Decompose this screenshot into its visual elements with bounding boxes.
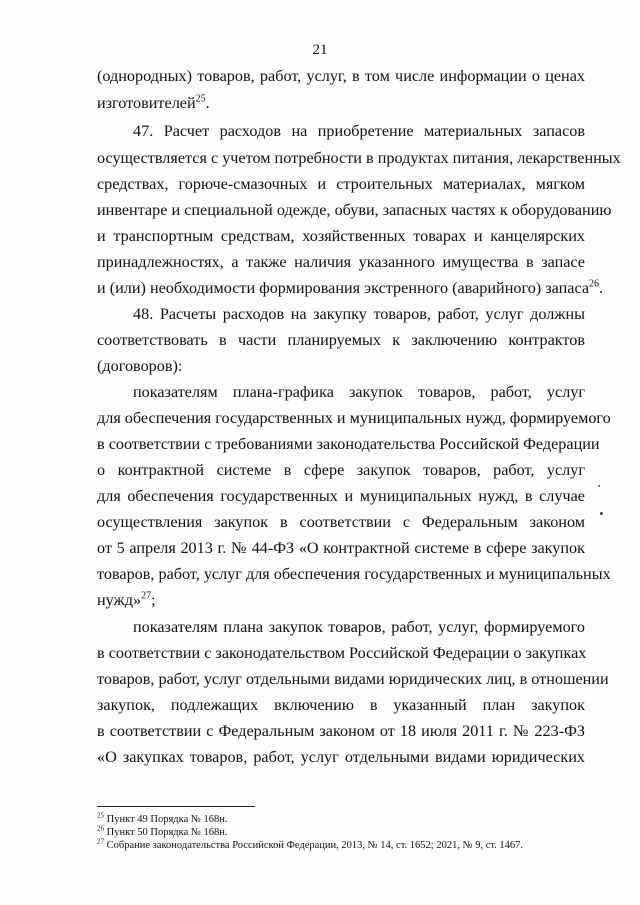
scan-speck <box>600 512 603 515</box>
text-line: товаров, работ, услуг для обеспечения государственных и муниципальных <box>97 565 611 583</box>
text-line: для обеспечения государственных и муниципальных нужд, формируемого <box>97 409 611 427</box>
text-line: нужд»$^{27}$; <box>97 590 156 609</box>
footnote-ref[interactable]: 25 <box>195 93 206 105</box>
footnote-26: $^{26}$ Пункт 50 Порядка № 168н. <box>97 824 228 838</box>
text-line: средствах, горюче-смазочных и строительных материалах, мягком <box>97 175 585 193</box>
text-line: от 5 апреля 2013 г. № 44-ФЗ «О контрактной системе в сфере закупок <box>97 539 585 557</box>
text-line: (однородных) товаров, работ, услуг, в том числе информации о ценах <box>97 67 585 85</box>
text-line: осуществляется с учетом потребности в продуктах питания, лекарственных <box>97 149 621 167</box>
text-line: осуществления закупок в соответствии с Федеральным законом <box>97 513 585 531</box>
footnote-divider <box>97 806 255 807</box>
footnote-ref[interactable]: 26 <box>589 278 600 290</box>
footnote-ref[interactable]: 27 <box>141 590 152 602</box>
text-line: для обеспечения государственных и муниципальных нужд, в случае <box>97 487 585 505</box>
paragraph-47-start: 47. Расчет расходов на приобретение материальных запасов <box>133 122 585 140</box>
text-line: и транспортным средствам, хозяйственных товарах и канцелярских <box>97 227 585 245</box>
text-line: (договоров): <box>97 357 183 375</box>
footnote-27: $^{27}$ Собрание законодательства Российской Федерации, 2013, № 14, ст. 1652; 2021, № 9, ст. 1467. <box>97 837 524 851</box>
text-line: в соответствии с требованиями законодательства Российской Федерации <box>97 435 600 453</box>
paragraph-48-start: 48. Расчеты расходов на закупку товаров, работ, услуг должны <box>133 305 585 323</box>
text-line: закупок, подлежащих включению в указанный план закупок <box>97 696 585 714</box>
text-line: о контрактной системе в сфере закупок товаров, работ, услуг <box>97 461 585 479</box>
scan-speck <box>598 485 600 487</box>
list-item-start: показателям плана-графика закупок товаров, работ, услуг <box>133 383 585 401</box>
list-item-start: показателям плана закупок товаров, работ, услуг, формируемого <box>133 618 585 636</box>
text-line: в соответствии с Федеральным законом от 18 июля 2011 г. № 223-ФЗ <box>97 722 585 740</box>
text-line: «О закупках товаров, работ, услуг отдельными видами юридических <box>97 748 585 766</box>
text-line: товаров, работ, услуг отдельными видами юридических лиц, в отношении <box>97 670 609 688</box>
text-line: и (или) необходимости формирования экстренного (аварийного) запаса$^{26}$. <box>97 278 604 297</box>
text-line: инвентаре и специальной одежде, обуви, запасных частях к оборудованию <box>97 201 612 219</box>
text-line: в соответствии с законодательством Российской Федерации о закупках <box>97 644 587 662</box>
page-number: 21 <box>312 42 328 58</box>
footnote-25: $^{25}$ Пункт 49 Порядка № 168н. <box>97 811 228 825</box>
text-line: принадлежностях, а также наличия указанного имущества в запасе <box>97 253 585 271</box>
text-line: изготовителей$^{25}$. <box>97 93 210 112</box>
text-line: соответствовать в части планируемых к заключению контрактов <box>97 331 585 349</box>
